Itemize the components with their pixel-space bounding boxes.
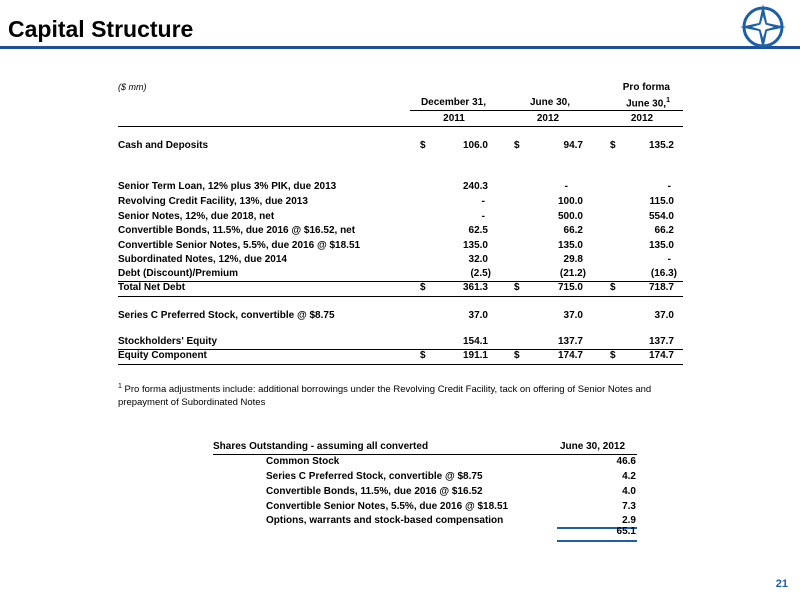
table-row-series-c-preferred [118, 310, 683, 324]
value-pro-forma: (16.3) [650, 268, 677, 279]
value-jun-2012: 66.2 [563, 225, 583, 236]
row-label: Convertible Senior Notes, 5.5%, due 2016 @ $18.51 [118, 240, 361, 251]
value-jun-2012: 174.7 [557, 350, 583, 361]
col2-header: June 30, [529, 97, 570, 108]
title-rule [0, 46, 800, 49]
shares-date-header: June 30, 2012 [560, 441, 626, 452]
shares-total-bottom-rule [557, 540, 637, 542]
col2-year: 2012 [536, 113, 560, 124]
table-row-equity-component [118, 350, 683, 364]
value-jun-2012: 135.0 [557, 240, 583, 251]
page-number: 21 [775, 578, 788, 590]
value-jun-2012: 94.7 [563, 140, 583, 151]
value-pro-forma: 66.2 [654, 225, 674, 236]
row-label: Revolving Credit Facility, 13%, due 2013 [118, 196, 308, 207]
footnote-marker: 1 [118, 383, 122, 390]
row-label: Debt (Discount)/Premium [118, 268, 239, 279]
header-rule-top [410, 110, 683, 111]
shares-row [266, 486, 636, 500]
value-2011: - [481, 196, 485, 207]
value-jun-2012: 137.7 [557, 336, 583, 347]
row-label: Cash and Deposits [118, 140, 209, 151]
shares-value: 7.3 [622, 501, 636, 512]
col3-year: 2012 [630, 113, 654, 124]
header-rule-bottom [118, 126, 683, 127]
shares-row [266, 456, 636, 470]
shares-value: 4.0 [622, 486, 636, 497]
shares-value: 4.2 [622, 471, 636, 482]
company-logo-icon [738, 2, 788, 52]
value-pro-forma: 115.0 [649, 196, 674, 207]
footnote-marker: 1 [666, 97, 670, 104]
table-row-stockholders-equity [118, 336, 683, 350]
value-2011: - [481, 211, 485, 222]
currency-symbol: $ [420, 282, 426, 293]
currency-symbol: $ [610, 350, 616, 361]
value-2011: 32.0 [468, 254, 488, 265]
shares-label: Series C Preferred Stock, convertible @ $8.75 [266, 471, 483, 482]
value-2011: (2.5) [470, 268, 491, 279]
row-label: Stockholders' Equity [118, 336, 218, 347]
col1-header: December 31, [420, 97, 486, 108]
value-2011: 361.3 [462, 282, 488, 293]
equity-total-rule [118, 364, 683, 365]
value-2011: 154.1 [462, 336, 488, 347]
unit-note: ($ mm) [118, 82, 147, 92]
value-pro-forma: 37.0 [654, 310, 674, 321]
row-label: Subordinated Notes, 12%, due 2014 [118, 254, 287, 265]
value-pro-forma: - [667, 254, 671, 265]
shares-header-rule [213, 454, 637, 455]
table-row-senior-term-loan [118, 181, 683, 195]
table-row-cash [118, 140, 683, 154]
value-jun-2012: - [564, 181, 568, 192]
footnote [118, 380, 688, 409]
shares-header: Shares Outstanding - assuming all converted [213, 441, 429, 452]
shares-label: Convertible Senior Notes, 5.5%, due 2016 @ $18.51 [266, 501, 509, 512]
row-label: Total Net Debt [118, 282, 186, 293]
shares-label: Convertible Bonds, 11.5%, due 2016 @ $16.52 [266, 486, 483, 497]
shares-label: Common Stock [266, 456, 340, 467]
shares-label: Options, warrants and stock-based compensation [266, 515, 504, 526]
table-row-subordinated-notes [118, 254, 683, 268]
table-row-debt-discount [118, 268, 683, 282]
table-row-convertible-bonds [118, 225, 683, 239]
value-pro-forma: 135.2 [648, 140, 674, 151]
col3-top-header: Pro forma [622, 82, 670, 93]
value-pro-forma: 137.7 [648, 336, 674, 347]
total-rule [118, 296, 683, 297]
shares-total-row [266, 526, 636, 540]
row-label: Senior Notes, 12%, due 2018, net [118, 211, 275, 222]
currency-symbol: $ [514, 350, 520, 361]
row-label: Series C Preferred Stock, convertible @ $8.75 [118, 310, 335, 321]
value-jun-2012: 29.8 [563, 254, 583, 265]
value-2011: 240.3 [462, 181, 488, 192]
currency-symbol: $ [610, 282, 616, 293]
value-pro-forma: 174.7 [648, 350, 674, 361]
value-jun-2012: 500.0 [557, 211, 583, 222]
currency-symbol: $ [420, 140, 426, 151]
shares-value: 2.9 [622, 515, 636, 526]
shares-row [266, 471, 636, 485]
value-2011: 191.1 [462, 350, 488, 361]
row-label: Equity Component [118, 350, 207, 361]
table-row-revolving-credit [118, 196, 683, 210]
currency-symbol: $ [610, 140, 616, 151]
currency-symbol: $ [514, 282, 520, 293]
page-title: Capital Structure [8, 16, 194, 42]
value-jun-2012: 37.0 [563, 310, 583, 321]
value-pro-forma: 135.0 [648, 240, 674, 251]
currency-symbol: $ [514, 140, 520, 151]
value-2011: 37.0 [468, 310, 488, 321]
value-2011: 135.0 [462, 240, 488, 251]
value-2011: 106.0 [462, 140, 488, 151]
value-jun-2012: 715.0 [557, 282, 583, 293]
table-row-convertible-senior-notes [118, 240, 683, 254]
value-pro-forma: 718.7 [648, 282, 674, 293]
currency-symbol: $ [420, 350, 426, 361]
row-label: Senior Term Loan, 12% plus 3% PIK, due 2013 [118, 181, 337, 192]
value-pro-forma: - [667, 181, 671, 192]
shares-value: 46.6 [616, 456, 636, 467]
value-pro-forma: 554.0 [648, 211, 674, 222]
table-row-senior-notes [118, 211, 683, 225]
table-row-total-net-debt [118, 282, 683, 296]
shares-row [266, 501, 636, 515]
footnote-text: Pro forma adjustments include: additional borrowings under the Revolving Credit Facility, tack on offering of Senior Notes and prepayment of Subordinated Notes [118, 384, 652, 409]
shares-total-value: 65.1 [616, 526, 636, 537]
value-jun-2012: (21.2) [559, 268, 586, 279]
col3-header: June 30,$^1$ [626, 97, 670, 110]
value-2011: 62.5 [468, 225, 488, 236]
row-label: Convertible Bonds, 11.5%, due 2016 @ $16.52, net [118, 225, 356, 236]
col1-year: 2011 [443, 113, 465, 124]
value-jun-2012: 100.0 [557, 196, 583, 207]
